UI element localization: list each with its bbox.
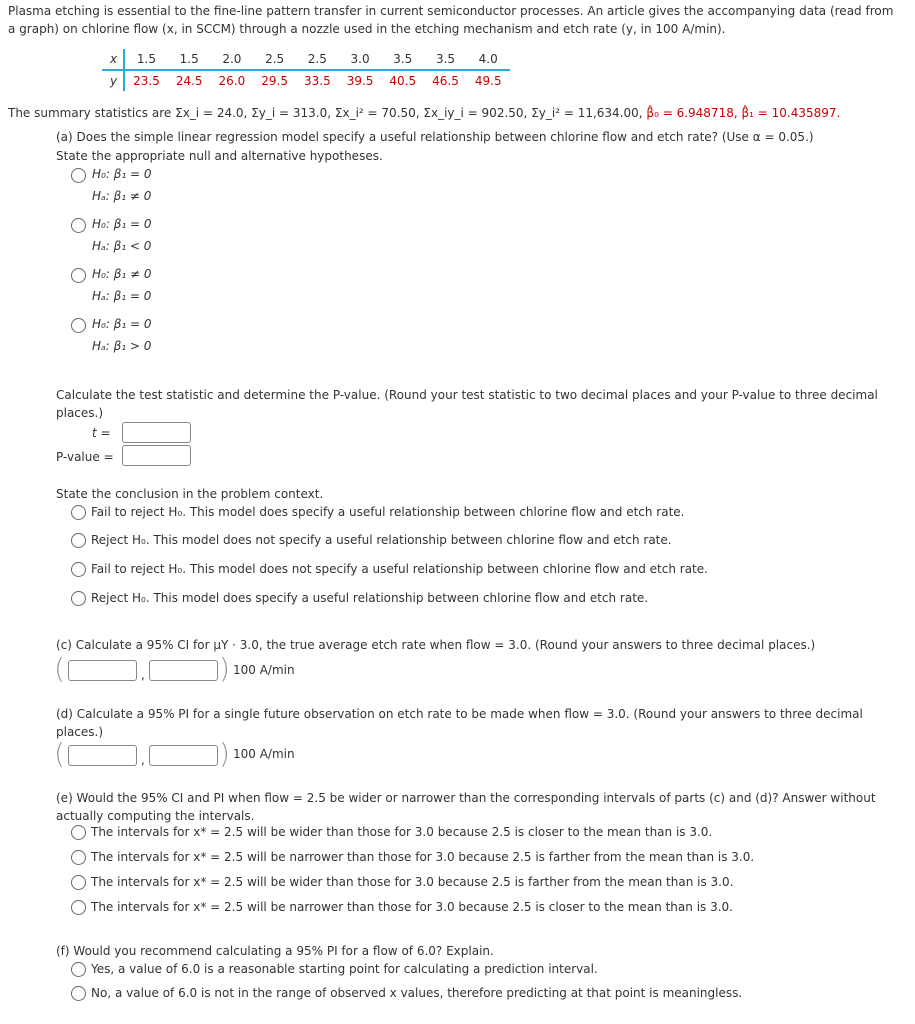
- x-cell: 3.0: [350, 52, 370, 66]
- conclusion-option-2: Reject H₀. This model does not specify a useful relationship between chlorine flow and etch rate.: [91, 533, 672, 547]
- y-cell: 29.5: [253, 70, 296, 91]
- hypothesis-radio-3[interactable]: [71, 268, 86, 283]
- part-a-question: (a) Does the simple linear regression model specify a useful relationship between chlorine flow and etch rate? (Use α = 0.05.): [56, 130, 814, 144]
- interval-option-2: The intervals for x* = 2.5 will be narrower than those for 3.0 because 2.5 is farther from the mean than is 3.0.: [91, 850, 755, 864]
- sum-y: Σy_i = 313.0,: [251, 106, 332, 120]
- x-row: [102, 49, 510, 70]
- part-a-instruction: State the appropriate null and alternative hypotheses.: [56, 149, 383, 163]
- hypothesis-option-3: [92, 263, 151, 307]
- close-paren-icon: ): [219, 652, 230, 685]
- sum-xy: Σx_iy_i = 902.50,: [423, 106, 528, 120]
- y-cell: 23.5: [124, 70, 168, 91]
- h0-text: H₀: β₁ ≠ 0: [92, 267, 152, 281]
- hypothesis-option-4: [92, 313, 151, 357]
- hypothesis-radio-1[interactable]: [71, 168, 86, 183]
- part-e-question: (e) Would the 95% CI and PI when flow = 2.5 be wider or narrower than the corresponding intervals of parts (c) and (d)? Answer without actually computing the intervals.: [56, 791, 876, 823]
- open-paren-icon: (: [54, 652, 65, 685]
- recommend-option-2: No, a value of 6.0 is not in the range of observed x values, therefore predicting at that point is meaningless.: [91, 986, 743, 1000]
- interval-radio-3[interactable]: [71, 875, 86, 890]
- recommend-radio-2[interactable]: [71, 986, 86, 1001]
- y-cell: 24.5: [168, 70, 211, 91]
- conclusion-label: State the conclusion in the problem context.: [56, 487, 324, 501]
- x-cell: 2.0: [222, 52, 242, 66]
- conclusion-radio-1[interactable]: [71, 505, 86, 520]
- interval-radio-2[interactable]: [71, 850, 86, 865]
- comma-separator: ,: [141, 668, 145, 682]
- y-label: y: [102, 70, 124, 91]
- recommend-radio-1[interactable]: [71, 962, 86, 977]
- comma-separator: ,: [141, 753, 145, 767]
- pi-unit: 100 A/min: [233, 747, 295, 761]
- conclusion-option-4: Reject H₀. This model does specify a useful relationship between chlorine flow and etch rate.: [91, 591, 649, 605]
- conclusion-radio-2[interactable]: [71, 533, 86, 548]
- ha-text: Hₐ: β₁ = 0: [92, 289, 152, 303]
- t-label: t =: [92, 426, 111, 440]
- ha-text: Hₐ: β₁ < 0: [92, 239, 152, 253]
- pi-upper-input[interactable]: [149, 745, 218, 766]
- y-cell: 49.5: [467, 70, 510, 91]
- interval-radio-1[interactable]: [71, 825, 86, 840]
- y-cell: 46.5: [424, 70, 467, 91]
- x-cell: 1.5: [136, 52, 157, 66]
- hypothesis-radio-4[interactable]: [71, 318, 86, 333]
- part-c-question: (c) Calculate a 95% CI for μY · 3.0, the true average etch rate when flow = 3.0. (Round your answers to three decimal places.): [56, 638, 816, 652]
- conclusion-option-1: Fail to reject H₀. This model does specify a useful relationship between chlorine flow and etch rate.: [91, 505, 685, 519]
- conclusion-radio-4[interactable]: [71, 591, 86, 606]
- beta1-value: β̂₁ = 10.435897.: [741, 106, 841, 120]
- ha-text: Hₐ: β₁ > 0: [92, 339, 152, 353]
- ci-upper-input[interactable]: [149, 660, 218, 681]
- hypothesis-option-1: [92, 163, 151, 207]
- recommend-option-1: Yes, a value of 6.0 is a reasonable starting point for calculating a prediction interval.: [91, 962, 598, 976]
- sum-y2: Σy_i² = 11,634.00,: [531, 106, 643, 120]
- y-cell: 39.5: [339, 70, 382, 91]
- y-cell: 26.0: [211, 70, 254, 91]
- x-cell: 2.5: [307, 52, 327, 66]
- x-cell: 2.5: [265, 52, 285, 66]
- interval-option-4: The intervals for x* = 2.5 will be narrower than those for 3.0 because 2.5 is closer to the mean than is 3.0.: [91, 900, 733, 914]
- sum-x2: Σx_i² = 70.50,: [334, 106, 420, 120]
- part-d-question: (d) Calculate a 95% PI for a single future observation on etch rate to be made when flow = 3.0. (Round your answers to three decimal places.): [56, 707, 863, 739]
- y-cell: 33.5: [296, 70, 339, 91]
- x-cell: 1.5: [179, 52, 199, 66]
- beta0-value: β̂₀ = 6.948718,: [646, 106, 738, 120]
- sum-x: Σx_i = 24.0,: [175, 106, 248, 120]
- interval-option-1: The intervals for x* = 2.5 will be wider than those for 3.0 because 2.5 is closer to the mean than is 3.0.: [91, 825, 713, 839]
- conclusion-radio-3[interactable]: [71, 562, 86, 577]
- ci-lower-input[interactable]: [68, 660, 137, 681]
- p-value-input[interactable]: [122, 445, 191, 466]
- data-table: [102, 49, 510, 91]
- h0-text: H₀: β₁ = 0: [92, 217, 152, 231]
- y-cell: 40.5: [381, 70, 424, 91]
- summary-prefix: The summary statistics are: [8, 106, 172, 120]
- close-paren-icon: ): [219, 737, 230, 770]
- open-paren-icon: (: [54, 737, 65, 770]
- h0-text: H₀: β₁ = 0: [92, 167, 152, 181]
- x-cell: 3.5: [393, 52, 413, 66]
- p-value-label: P-value =: [56, 450, 114, 464]
- y-row: [102, 70, 510, 91]
- part-f-question: (f) Would you recommend calculating a 95% PI for a flow of 6.0? Explain.: [56, 944, 494, 958]
- pi-lower-input[interactable]: [68, 745, 137, 766]
- hypothesis-option-2: [92, 213, 151, 257]
- calc-instruction: Calculate the test statistic and determine the P-value. (Round your test statistic to two decimal places and your P-value to three decimal places.): [56, 388, 878, 420]
- h0-text: H₀: β₁ = 0: [92, 317, 152, 331]
- intro-text: Plasma etching is essential to the fine-line pattern transfer in current semiconductor processes. An article gives the accompanying data (read from a graph) on chlorine flow (x, in SCCM) through a nozzle used in the etching mechanism and etch rate (y, in 100 A/min).: [8, 4, 894, 36]
- interval-option-3: The intervals for x* = 2.5 will be wider than those for 3.0 because 2.5 is farther from the mean than is 3.0.: [91, 875, 734, 889]
- x-label: x: [102, 49, 124, 70]
- hypothesis-radio-2[interactable]: [71, 218, 86, 233]
- x-cell: 3.5: [435, 52, 456, 66]
- x-cell: 4.0: [478, 52, 498, 66]
- conclusion-option-3: Fail to reject H₀. This model does not specify a useful relationship between chlorine flow and etch rate.: [91, 562, 708, 576]
- summary-statistics: [8, 106, 840, 120]
- interval-radio-4[interactable]: [71, 900, 86, 915]
- t-statistic-input[interactable]: [122, 422, 191, 443]
- ci-unit: 100 A/min: [233, 663, 295, 677]
- ha-text: Hₐ: β₁ ≠ 0: [92, 189, 152, 203]
